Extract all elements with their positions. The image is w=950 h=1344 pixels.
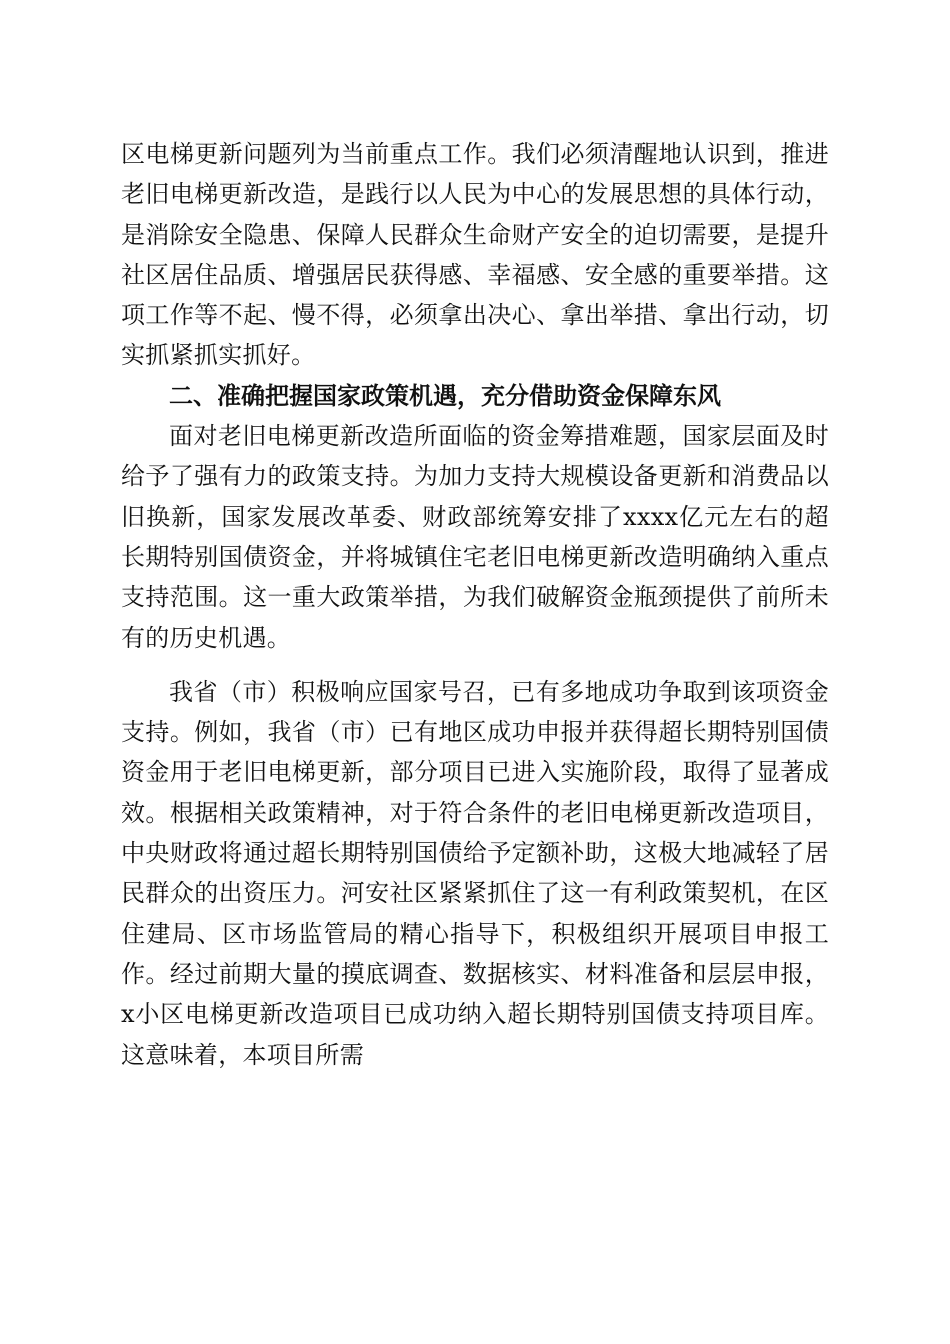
paragraph-gap [121, 658, 829, 672]
paragraph-1: 区电梯更新问题列为当前重点工作。我们必须清醒地认识到，推进老旧电梯更新改造，是践行以人民为中心的发展思想的具体行动，是消除安全隐患、保障人民群众生命财产安全的迫切需要，是提升社区居住品质、增强居民获得感、幸福感、安全感的重要举措。这项工作等不起、慢不得，必须拿出决心、拿出举措、拿出行动，切实抓紧抓实抓好。 [121, 140, 829, 370]
document-page [121, 134, 829, 1075]
paragraph-3: 我省（市）积极响应国家号召，已有多地成功争取到该项资金支持。例如，我省（市）已有地区成功申报并获得超长期特别国债资金用于老旧电梯更新，部分项目已进入实施阶段，取得了显著成效。根据相关政策精神，对于符合条件的老旧电梯更新改造项目，中央财政将通过超长期特别国债给予定额补助，这极大地减轻了居民群众的出资压力。河安社区紧紧抓住了这一有利政策契机，在区住建局、区市场监管局的精心指导下，积极组织开展项目申报工作。经过前期大量的摸底调查、数据核实、材料准备和层层申报，x小区电梯更新改造项目已成功纳入超长期特别国债支持项目库。这意味着，本项目所需 [121, 677, 829, 1069]
section-heading-2: 二、准确把握国家政策机遇，充分借助资金保障东风 [169, 381, 721, 410]
paragraph-2: 面对老旧电梯更新改造所面临的资金筹措难题，国家层面及时给予了强有力的政策支持。为加力支持大规模设备更新和消费品以旧换新，国家发展改革委、财政部统筹安排了xxxx亿元左右的超长期特别国债资金，并将城镇住宅老旧电梯更新改造明确纳入重点支持范围。这一重大政策举措，为我们破解资金瓶颈提供了前所未有的历史机遇。 [121, 422, 829, 652]
